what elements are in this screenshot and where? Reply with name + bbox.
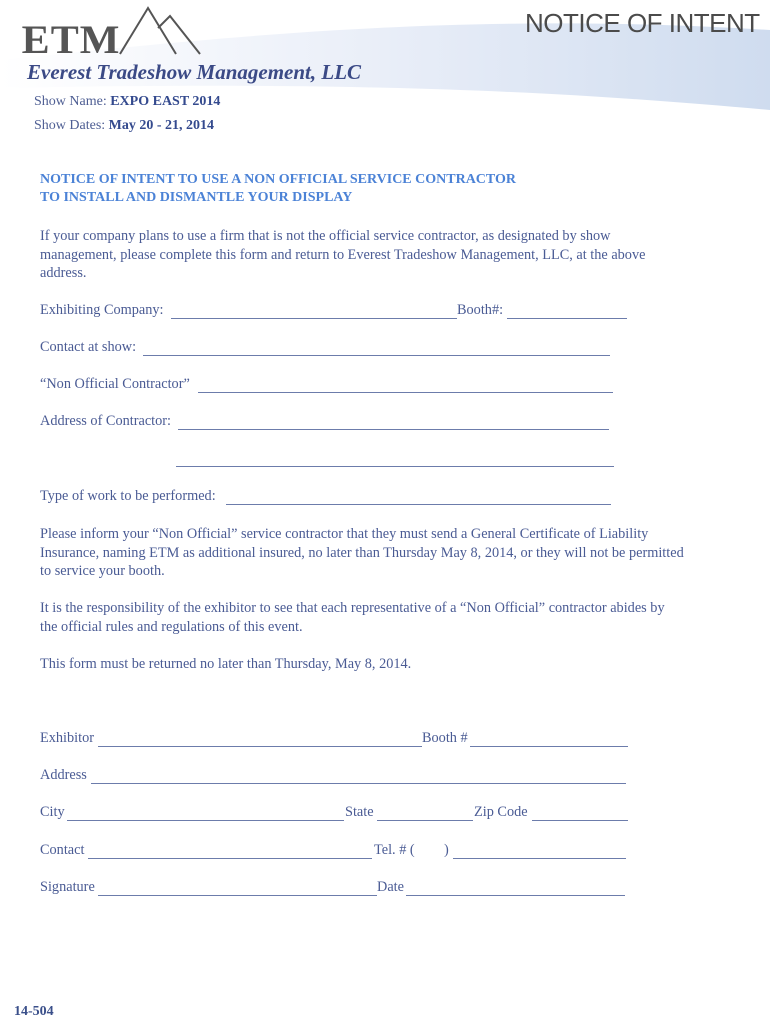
- date-field[interactable]: [406, 895, 625, 896]
- intro-line: management, please complete this form and return to Everest Tradeshow Management, LLC, at the above: [40, 246, 646, 263]
- date-label: Date: [377, 879, 404, 895]
- show-dates-value: May 20 - 21, 2014: [108, 118, 215, 133]
- exhibitor-label: Exhibitor: [40, 730, 95, 746]
- city-label: City: [40, 804, 65, 820]
- insurance-line: Please inform your “Non Official” service contractor that they must send a General Certificate of Liability: [40, 526, 649, 542]
- insurance-line: Insurance, naming ETM as additional insured, no later than Thursday May 8, 2014, or they will not be permitted: [40, 544, 684, 561]
- responsibility-line: It is the responsibility of the exhibitor to see that each representative of a “Non Official” contractor abides by: [40, 600, 665, 616]
- section-heading-line2: TO INSTALL AND DISMANTLE YOUR DISPLAY: [40, 190, 353, 205]
- exhibitor-field[interactable]: [98, 746, 422, 747]
- non-official-contractor-field[interactable]: [198, 392, 613, 393]
- show-dates-label: Show Dates:: [34, 118, 106, 133]
- address-of-contractor-label: Address of Contractor:: [40, 413, 172, 429]
- exhibiting-company-label: Exhibiting Company:: [40, 302, 164, 318]
- signature-field[interactable]: [98, 895, 377, 896]
- zip-label: Zip Code: [474, 804, 528, 820]
- address-label: Address: [40, 767, 87, 783]
- company-name: Everest Tradeshow Management, LLC: [27, 60, 362, 84]
- section-heading-line1: NOTICE OF INTENT TO USE A NON OFFICIAL SERVICE CONTRACTOR: [40, 172, 517, 187]
- signature-label: Signature: [40, 879, 95, 895]
- type-of-work-field[interactable]: [226, 504, 611, 505]
- deadline-text: This form must be returned no later than Thursday, May 8, 2014.: [40, 656, 412, 672]
- booth-label: Booth#:: [457, 302, 504, 318]
- type-of-work-label: Type of work to be performed:: [40, 488, 216, 504]
- show-dates-row: [34, 118, 214, 134]
- etm-logo: ETM: [21, 17, 121, 62]
- show-name-value: EXPO EAST 2014: [110, 94, 221, 109]
- show-name-row: [34, 94, 220, 110]
- document-title: NOTICE OF INTENT: [525, 8, 760, 38]
- booth2-field[interactable]: [470, 746, 628, 747]
- address-field[interactable]: [91, 783, 626, 784]
- insurance-paragraph: [40, 525, 730, 581]
- intro-line: If your company plans to use a firm that is not the official service contractor, as designated by show: [40, 228, 611, 244]
- show-name-label: Show Name:: [34, 94, 107, 109]
- state-label: State: [345, 804, 374, 820]
- address-of-contractor-field-line2[interactable]: [176, 466, 614, 467]
- city-field[interactable]: [67, 820, 344, 821]
- contact-at-show-field[interactable]: [143, 355, 610, 356]
- booth2-label: Booth #: [422, 730, 468, 746]
- contact-at-show-label: Contact at show:: [40, 339, 137, 355]
- contact-label: Contact: [40, 842, 85, 858]
- intro-line: address.: [40, 265, 87, 282]
- zip-field[interactable]: [532, 820, 628, 821]
- insurance-line: to service your booth.: [40, 563, 165, 580]
- responsibility-paragraph: [40, 599, 730, 636]
- contact-field[interactable]: [88, 858, 372, 859]
- address-of-contractor-field[interactable]: [178, 429, 609, 430]
- tel-field[interactable]: [453, 858, 626, 859]
- exhibiting-company-field[interactable]: [171, 318, 457, 319]
- form-code: 14-504: [14, 1004, 54, 1019]
- mountain-icon: [118, 6, 202, 56]
- state-field[interactable]: [377, 820, 473, 821]
- booth-field[interactable]: [507, 318, 627, 319]
- intro-paragraph: [40, 227, 730, 283]
- tel-close: ): [444, 842, 449, 858]
- non-official-contractor-label: “Non Official Contractor”: [40, 376, 190, 392]
- responsibility-line: the official rules and regulations of this event.: [40, 618, 303, 635]
- tel-label: Tel. # (: [374, 842, 415, 858]
